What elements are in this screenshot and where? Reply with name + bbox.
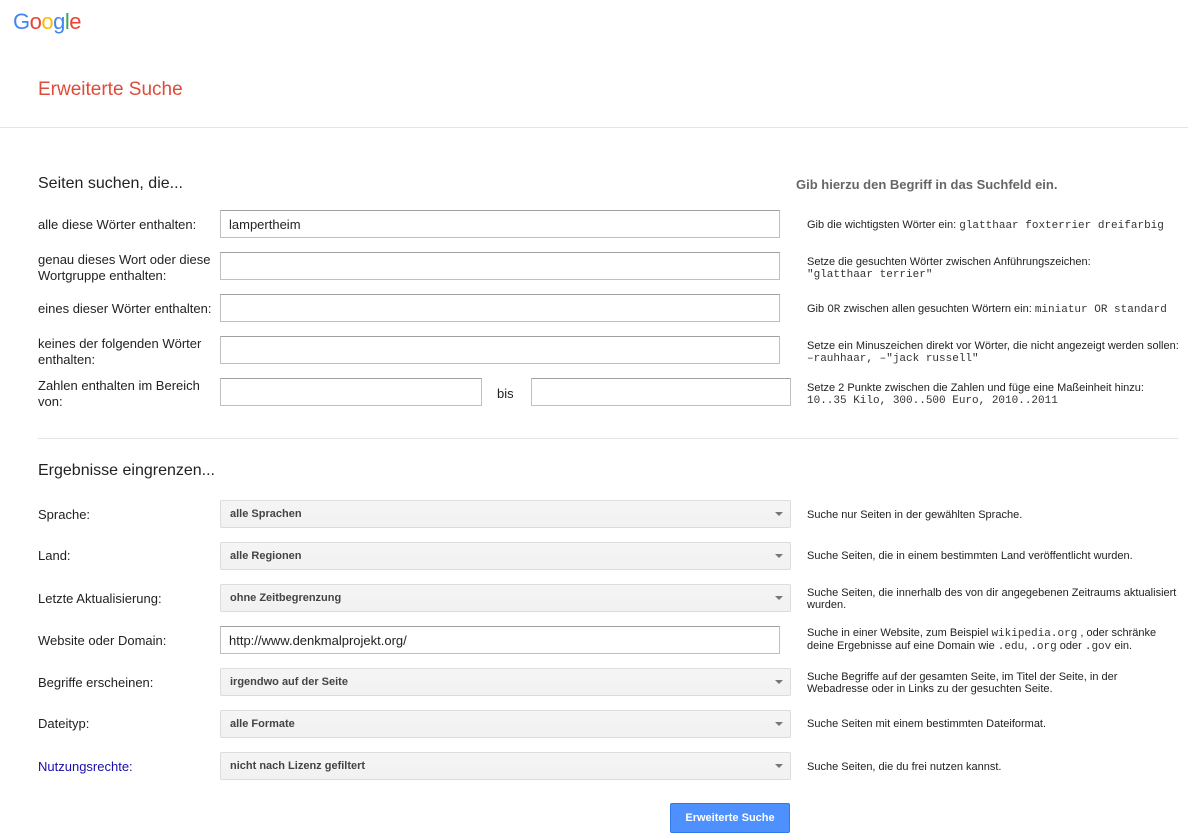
none-words-hint [807,340,1182,365]
select-value: irgendwo auf der Seite [230,676,348,688]
dropdown-arrow-icon [775,722,783,726]
find-section-heading: Seiten suchen, die... [38,175,183,192]
hint-example: glatthaar foxterrier dreifarbig [959,220,1164,232]
hint-text: Gib die wichtigsten Wörter ein: [807,219,960,231]
select-value: alle Sprachen [230,508,302,520]
hint-text: , oder schränke deine Ergebnisse auf eine Domain wie [807,627,1157,652]
exact-phrase-hint [807,256,1182,281]
dropdown-arrow-icon [775,680,783,684]
logo-letter: g [53,9,65,34]
language-select[interactable] [220,500,791,528]
hint-example: .gov [1084,641,1112,653]
hint-text: zwischen allen gesuchten Wörtern ein: [840,303,1035,315]
dropdown-arrow-icon [775,554,783,558]
logo-letter: o [29,9,42,34]
logo-letter: o [41,9,54,34]
hint-example: .edu [997,641,1025,653]
hint-example: "glatthaar terrier" [807,269,933,281]
last-update-label: Letzte Aktualisierung: [38,591,162,606]
divider [38,438,1178,439]
all-words-input[interactable] [220,210,780,238]
number-range-hint [807,382,1182,407]
hint-text: , [1024,640,1031,652]
select-value: nicht nach Lizenz gefiltert [230,760,366,772]
divider [0,127,1188,128]
region-hint: Suche Seiten, die in einem bestimmten Land veröffentlicht wurden. [807,550,1133,562]
file-type-select[interactable] [220,710,791,738]
hint-text: Setze ein Minuszeichen direkt vor Wörter, die nicht angezeigt werden sollen: [807,340,1179,352]
range-bis-label: bis [497,386,514,401]
usage-rights-link[interactable]: Nutzungsrechte: [38,759,133,774]
file-type-hint: Suche Seiten mit einem bestimmten Dateiformat. [807,718,1047,730]
last-update-select[interactable] [220,584,791,612]
advanced-search-button[interactable]: Erweiterte Suche [670,803,790,833]
range-from-input[interactable] [220,378,482,406]
hint-text: Setze 2 Punkte zwischen die Zahlen und füge eine Maßeinheit hinzu: [807,382,1144,394]
narrow-section-heading: Ergebnisse eingrenzen... [38,462,215,479]
logo-letter: l [64,9,70,34]
term-occurrence-select[interactable] [220,668,791,696]
hint-heading: Gib hierzu den Begriff in das Suchfeld ein. [796,177,1058,192]
language-hint: Suche nur Seiten in der gewählten Sprache. [807,509,1023,521]
last-update-hint: Suche Seiten, die innerhalb des von dir angegebenen Zeitraums aktualisiert wurden. [807,587,1177,611]
any-words-hint [807,303,1182,316]
site-domain-label: Website oder Domain: [38,633,167,648]
dropdown-arrow-icon [775,512,783,516]
select-value: ohne Zeitbegrenzung [230,592,342,604]
exact-phrase-label: genau dieses Wort oder diese Wortgruppe enthalten: [38,252,211,283]
hint-example: –rauhhaar, –"jack russell" [807,353,979,365]
logo-letter: G [13,9,30,34]
any-words-label: eines dieser Wörter enthalten: [38,301,212,316]
page-title: Erweiterte Suche [38,79,183,100]
term-occurrence-hint: Suche Begriffe auf der gesamten Seite, im Titel der Seite, in der Webadresse oder in Links zu der gesuchten Seite. [807,671,1118,695]
hint-example: 10..35 Kilo, 300..500 Euro, 2010..2011 [807,395,1058,407]
hint-text: Setze die gesuchten Wörter zwischen Anführungszeichen: [807,256,1091,268]
file-type-label: Dateityp: [38,716,90,731]
dropdown-arrow-icon [775,596,783,600]
hint-example: miniatur OR standard [1034,304,1167,316]
number-range-label: Zahlen enthalten im Bereich von: [38,378,200,409]
all-words-label: alle diese Wörter enthalten: [38,217,197,232]
term-occurrence-label: Begriffe erscheinen: [38,675,154,690]
select-value: alle Formate [230,718,295,730]
exact-phrase-input[interactable] [220,252,780,280]
dropdown-arrow-icon [775,764,783,768]
hint-text: ein. [1111,640,1133,652]
usage-rights-select[interactable] [220,752,791,780]
none-words-input[interactable] [220,336,780,364]
google-logo[interactable] [13,9,81,35]
select-value: alle Regionen [230,550,302,562]
region-label: Land: [38,548,71,563]
all-words-hint [807,219,1182,232]
site-domain-input[interactable] [220,626,780,654]
hint-or: OR [827,304,841,316]
language-label: Sprache: [38,507,91,522]
range-to-input[interactable] [531,378,791,406]
usage-rights-hint: Suche Seiten, die du frei nutzen kannst. [807,761,1002,773]
any-words-input[interactable] [220,294,780,322]
none-words-label: keines der folgenden Wörter enthalten: [38,336,202,367]
logo-letter: e [69,9,82,34]
hint-text: oder [1056,640,1085,652]
site-domain-hint [807,627,1182,653]
hint-example: wikipedia.org [991,628,1078,640]
hint-text: Gib [807,303,828,315]
hint-text: Suche in einer Website, zum Beispiel [807,627,992,639]
region-select[interactable] [220,542,791,570]
hint-example: .org [1030,641,1057,653]
